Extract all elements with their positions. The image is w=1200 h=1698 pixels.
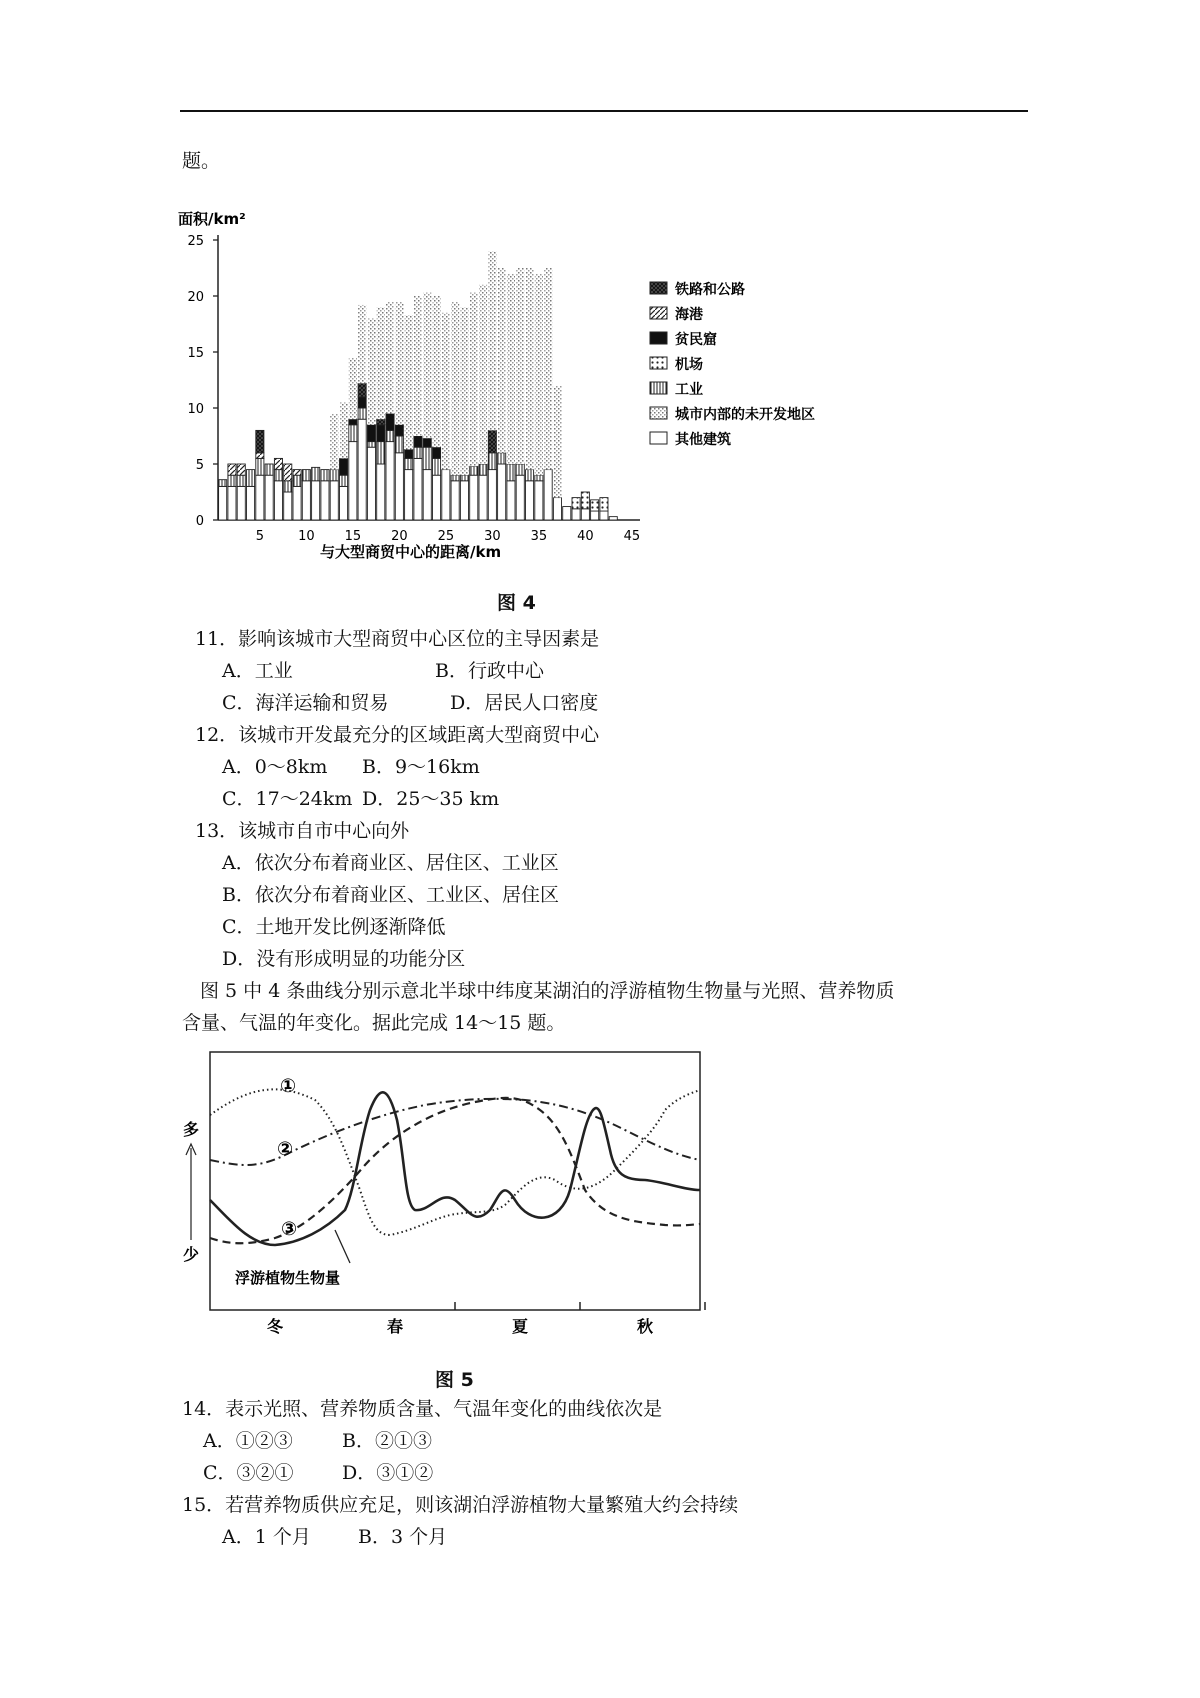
fig4-bar-segment	[284, 492, 292, 520]
q15-option-a: A．1 个月	[222, 1526, 311, 1548]
fig4-bar-segment	[470, 475, 478, 520]
fig4-bar-segment	[395, 453, 403, 520]
fig4-legend-label: 贫民窟	[675, 332, 717, 348]
fig4-bar-segment	[395, 425, 403, 436]
fig4-bar-segment	[405, 315, 413, 449]
q14-option-a: A．①②③	[203, 1430, 293, 1452]
fig4-y-tick-label: 15	[187, 346, 204, 361]
fig4-y-tick-label: 20	[187, 290, 204, 305]
fig4-bar-segment	[433, 296, 441, 447]
fig4-bar-segment	[479, 285, 487, 464]
fig4-bar-segment	[526, 268, 534, 470]
fig4-bar-segment	[284, 481, 292, 492]
fig4-bar-segment	[581, 509, 589, 520]
fig4-bar-segment	[535, 274, 543, 476]
fig4-bar-segment	[330, 414, 338, 470]
fig4-bar-segment	[553, 386, 561, 498]
fig4-bar-segment	[340, 475, 348, 486]
fig4-bar-segment	[321, 470, 329, 481]
fig5-series-label: ①	[280, 1075, 297, 1097]
fig4-bar-segment	[507, 274, 515, 464]
fig4-bar-segment	[516, 464, 524, 475]
fig4-bar-segment	[451, 475, 459, 481]
fig4-bar-segment	[219, 480, 227, 487]
q11-option-c: C．海洋运输和贸易	[222, 692, 389, 714]
fig4-legend-swatch	[650, 382, 667, 394]
fig4-bar-segment	[237, 475, 245, 486]
fig4-bar-segment	[498, 453, 506, 464]
fig4-bar-segment	[377, 464, 385, 520]
fig4-bar-segment	[451, 302, 459, 476]
fig4-bar-segment	[572, 498, 580, 509]
fig4-bar-segment	[423, 293, 431, 439]
intro-tail: 题。	[182, 150, 221, 172]
fig4-legend-label: 其他建筑	[675, 432, 731, 448]
fig4-bar-segment	[377, 307, 385, 419]
fig4-bar-segment	[237, 464, 245, 475]
q12-stem: 12．该城市开发最充分的区域距离大型商贸中心	[195, 724, 600, 746]
fig4-bar-segment	[479, 464, 487, 475]
fig4-bar-segment	[553, 498, 561, 520]
fig4-bar-segment	[358, 397, 366, 408]
figure-4-chart	[170, 200, 870, 570]
fig4-y-tick-label: 0	[195, 514, 204, 529]
fig4-bar-segment	[330, 470, 338, 481]
fig4-bar-segment	[470, 466, 478, 475]
fig4-bar-segment	[609, 517, 617, 520]
fig4-x-tick-label: 25	[437, 529, 455, 544]
fig4-bar-segment	[349, 425, 357, 442]
fig4-bar-segment	[498, 268, 506, 453]
fig4-bar-segment	[358, 383, 366, 396]
fig4-legend-swatch	[650, 332, 667, 344]
fig5-y-bottom-label: 少	[183, 1245, 200, 1264]
fig4-bar-segment	[340, 486, 348, 520]
fig4-legend-label: 铁路和公路	[675, 282, 745, 298]
fig4-bar-segment	[414, 447, 422, 458]
fig4-legend-label: 城市内部的未开发地区	[675, 407, 815, 423]
fig4-bar-segment	[581, 492, 589, 509]
fig4-bar-segment	[386, 302, 394, 414]
fig4-y-tick-label: 5	[195, 458, 204, 473]
fig4-bar-segment	[358, 408, 366, 419]
fig4-bar-segment	[423, 447, 431, 469]
fig4-bar-segment	[349, 419, 357, 425]
q13-option-c: C．土地开发比例逐渐降低	[222, 916, 446, 938]
fig4-bar-segment	[312, 481, 320, 520]
q15-option-b: B．3 个月	[358, 1526, 448, 1548]
fig4-bar-segment	[367, 442, 375, 448]
fig4-bar-segment	[340, 458, 348, 475]
fig4-bar-segment	[358, 419, 366, 520]
fig5-series-label: ②	[277, 1138, 294, 1160]
fig4-bar-segment	[442, 313, 450, 470]
fig4-bar-segment	[470, 293, 478, 467]
fig5-series-label: ③	[281, 1218, 298, 1240]
fig5-x-label: 春	[386, 1317, 404, 1336]
fig5-y-top-label: 多	[183, 1120, 200, 1139]
figure-5-caption: 图 5	[435, 1369, 474, 1391]
fig4-bar-segment	[386, 430, 394, 441]
fig4-bar-segment	[479, 475, 487, 520]
fig4-bar-segment	[460, 481, 468, 520]
fig4-bar-segment	[377, 419, 385, 425]
fig4-bar-segment	[274, 458, 282, 469]
fig4-bar-segment	[535, 475, 543, 481]
q15-stem: 15．若营养物质供应充足，则该湖泊浮游植物大量繁殖大约会持续	[182, 1494, 739, 1516]
fig4-bar-segment	[386, 442, 394, 520]
fig4-legend-label: 海港	[675, 307, 703, 323]
fig4-bar-segment	[367, 318, 375, 424]
fig4-bar-segment	[460, 307, 468, 475]
figure-4-caption: 图 4	[497, 592, 536, 614]
fig5-intro-line-2: 含量、气温的年变化。据此完成 14～15 题。	[182, 1012, 566, 1034]
fig4-bar-segment	[405, 458, 413, 469]
fig4-bar-segment	[433, 447, 441, 458]
fig4-bar-segment	[563, 507, 571, 520]
fig4-bar-segment	[516, 475, 524, 520]
fig4-bar-segment	[367, 447, 375, 520]
fig4-bar-segment	[460, 475, 468, 481]
fig4-bar-segment	[591, 511, 599, 520]
fig4-bar-segment	[228, 486, 236, 520]
q14-option-b: B．②①③	[342, 1430, 432, 1452]
fig4-bar-segment	[349, 442, 357, 520]
fig4-bar-segment	[256, 458, 264, 475]
fig4-bar-segment	[442, 470, 450, 520]
fig4-bar-segment	[302, 470, 310, 481]
fig4-bar-segment	[293, 470, 301, 476]
fig4-legend-label: 工业	[675, 382, 703, 398]
fig4-bar-segment	[256, 453, 264, 459]
fig4-x-tick-label: 40	[577, 529, 594, 544]
fig5-intro-line-1: 图 5 中 4 条曲线分别示意北半球中纬度某湖泊的浮游植物生物量与光照、营养物质	[200, 980, 895, 1002]
header-rule	[180, 110, 1028, 112]
fig4-legend-swatch	[650, 407, 667, 419]
fig4-bar-segment	[526, 481, 534, 520]
fig4-bar-segment	[284, 464, 292, 481]
fig4-bar-segment	[405, 470, 413, 520]
fig4-bar-segment	[302, 481, 310, 520]
fig4-bar-segment	[433, 458, 441, 475]
q14-option-d: D．③①②	[342, 1462, 434, 1484]
fig4-bar-segment	[247, 486, 255, 520]
fig4-legend-swatch	[650, 432, 667, 444]
fig4-bar-segment	[293, 475, 301, 486]
fig4-bar-segment	[414, 458, 422, 520]
fig4-bar-segment	[330, 481, 338, 520]
fig4-bar-segment	[367, 425, 375, 442]
fig4-bar-segment	[488, 453, 496, 470]
fig4-bar-segment	[358, 305, 366, 383]
fig4-bar-segment	[600, 498, 608, 511]
fig4-bar-segment	[228, 475, 236, 486]
fig4-bar-segment	[423, 438, 431, 447]
q13-option-b: B．依次分布着商业区、工业区、居住区	[222, 884, 559, 906]
fig4-bar-segment	[340, 402, 348, 458]
fig4-bar-segment	[228, 464, 236, 475]
q12-option-d: D．25～35 km	[362, 788, 500, 810]
q13-option-d: D．没有形成明显的功能分区	[222, 948, 466, 970]
q11-stem: 11．影响该城市大型商贸中心区位的主导因素是	[195, 628, 600, 650]
fig4-bar-segment	[377, 442, 385, 464]
q11-option-a: A．工业	[222, 660, 293, 682]
fig4-bar-segment	[433, 475, 441, 520]
fig4-xlabel: 与大型商贸中心的距离/km	[320, 543, 502, 561]
fig4-bar-segment	[488, 470, 496, 520]
fig5-series-label: 浮游植物生物量	[235, 1269, 341, 1287]
fig4-bar-segment	[488, 430, 496, 452]
q12-option-c: C．17～24km	[222, 788, 353, 810]
fig4-bar-segment	[256, 475, 264, 520]
fig4-bar-segment	[423, 470, 431, 520]
fig4-bar-segment	[395, 436, 403, 453]
fig4-bar-segment	[219, 486, 227, 520]
fig4-bar-segment	[405, 449, 413, 458]
fig4-bar-segment	[265, 464, 273, 475]
fig4-legend-swatch	[650, 282, 667, 294]
fig4-bar-segment	[451, 481, 459, 520]
fig4-legend-swatch	[650, 307, 667, 319]
q11-option-d: D．居民人口密度	[450, 692, 599, 714]
figure-5-chart	[175, 1040, 715, 1340]
fig4-bar-segment	[516, 268, 524, 464]
fig4-bar-segment	[312, 467, 320, 480]
fig4-bar-segment	[526, 470, 534, 481]
fig4-bar-segment	[507, 464, 515, 481]
fig4-x-tick-label: 5	[255, 529, 264, 544]
q12-option-a: A．0～8km	[222, 756, 328, 778]
fig4-x-tick-label: 30	[484, 529, 501, 544]
fig4-bar-segment	[498, 464, 506, 520]
fig4-x-tick-label: 10	[298, 529, 315, 544]
q13-option-a: A．依次分布着商业区、居住区、工业区	[222, 852, 559, 874]
fig4-bar-segment	[274, 470, 282, 481]
fig4-bar-segment	[349, 358, 357, 420]
fig4-bar-segment	[544, 268, 552, 470]
fig4-y-tick-label: 25	[187, 234, 204, 249]
fig4-bar-segment	[377, 425, 385, 442]
fig4-bar-segment	[386, 414, 394, 431]
q12-option-b: B．9～16km	[362, 756, 480, 778]
q13-stem: 13．该城市自市中心向外	[195, 820, 410, 842]
fig4-x-tick-label: 45	[623, 529, 641, 544]
fig4-legend	[650, 281, 815, 448]
fig4-bar-segment	[395, 302, 403, 425]
fig5-x-label: 夏	[511, 1317, 529, 1336]
fig4-bar-segment	[237, 486, 245, 520]
q11-option-b: B．行政中心	[435, 660, 544, 682]
fig4-legend-swatch	[650, 357, 667, 369]
fig4-legend-label: 机场	[675, 357, 703, 373]
fig5-x-label: 秋	[636, 1317, 654, 1336]
fig4-x-tick-label: 20	[391, 529, 408, 544]
fig4-x-tick-label: 35	[530, 529, 548, 544]
fig4-bar-segment	[600, 511, 608, 520]
fig4-bar-segment	[247, 470, 255, 487]
fig4-ylabel: 面积/km²	[178, 210, 246, 228]
fig4-bar-segment	[274, 481, 282, 520]
fig5-x-label: 冬	[266, 1317, 284, 1336]
fig4-bar-segment	[507, 481, 515, 520]
fig5-curve-1	[210, 1089, 700, 1235]
fig4-y-tick-label: 10	[187, 402, 204, 417]
fig4-bar-segment	[488, 251, 496, 430]
fig4-bar-segment	[321, 481, 329, 520]
fig4-bar-segment	[414, 436, 422, 447]
fig4-x-tick-label: 15	[344, 529, 362, 544]
fig4-bar-segment	[265, 475, 273, 520]
fig4-bar-segment	[544, 470, 552, 520]
fig4-bar-segment	[414, 296, 422, 436]
fig4-bar-segment	[293, 486, 301, 520]
fig5-pointer-line	[335, 1230, 350, 1263]
q14-stem: 14．表示光照、营养物质含量、气温年变化的曲线依次是	[182, 1398, 663, 1420]
fig4-bar-segment	[591, 500, 599, 511]
fig4-bar-segment	[535, 481, 543, 520]
q14-option-c: C．③②①	[203, 1462, 294, 1484]
fig4-bar-segment	[256, 430, 264, 452]
fig4-bar-segment	[572, 509, 580, 520]
